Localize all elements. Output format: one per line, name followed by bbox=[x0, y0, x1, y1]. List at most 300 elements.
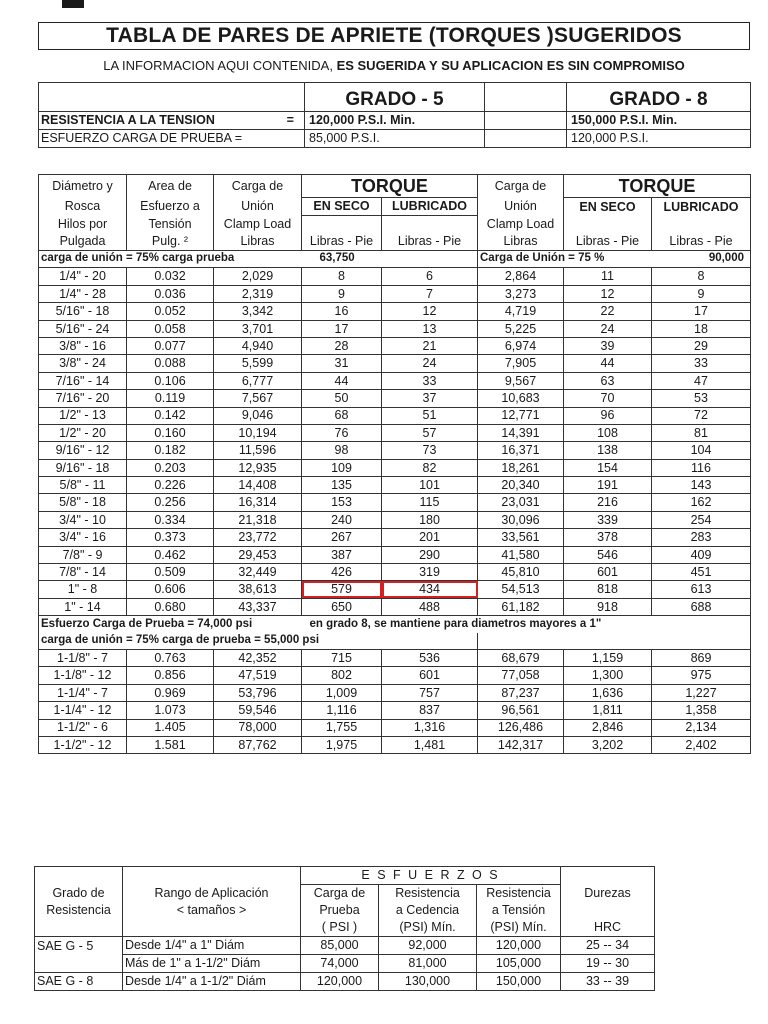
clamp-load-g8-cell: 61,182 bbox=[478, 598, 564, 615]
thread-size-cell: 1-1/2" - 12 bbox=[39, 736, 127, 753]
thread-size-cell: 1-1/4" - 7 bbox=[39, 684, 127, 701]
torque-dry-g8-cell: 918 bbox=[564, 598, 652, 615]
torque-lub-g5-cell: 601 bbox=[382, 667, 478, 684]
proof-grade-8: 120,000 P.S.I. bbox=[567, 130, 751, 148]
stress-area-cell: 0.763 bbox=[127, 649, 214, 666]
subtitle-plain: LA INFORMACION AQUI CONTENIDA, bbox=[103, 58, 337, 73]
torque-lub-g5-cell: 290 bbox=[382, 546, 478, 563]
tension-label: RESISTENCIA A LA TENSION bbox=[39, 112, 277, 130]
torque-lub-g5-cell: 101 bbox=[382, 477, 478, 494]
header-area-line: Pulg. ² bbox=[127, 233, 214, 251]
torque-lub-g8-cell: 33 bbox=[652, 355, 751, 372]
table-row bbox=[35, 955, 655, 973]
torque-dry-g8-cell: 216 bbox=[564, 494, 652, 511]
table-row bbox=[35, 973, 655, 991]
header-lub-g8: LUBRICADO bbox=[652, 198, 751, 216]
section-clamp-value-g5: 63,750 bbox=[302, 251, 478, 268]
stress-header-hardness: Durezas bbox=[561, 885, 655, 903]
stress-header-yield: Resistencia bbox=[379, 885, 477, 903]
header-diameter: Diámetro y bbox=[39, 175, 127, 198]
torque-lub-g5-cell: 536 bbox=[382, 649, 478, 666]
table-row bbox=[39, 736, 751, 753]
clamp-load-g8-cell: 10,683 bbox=[478, 390, 564, 407]
stress-header-tension: Resistencia bbox=[477, 885, 561, 903]
clamp-load-g5-cell: 23,772 bbox=[214, 529, 302, 546]
clamp-load-g5-cell: 43,337 bbox=[214, 598, 302, 615]
clamp-load-g8-cell: 68,679 bbox=[478, 649, 564, 666]
clamp-load-g5-cell: 11,596 bbox=[214, 442, 302, 459]
torque-lub-g5-cell: 51 bbox=[382, 407, 478, 424]
stress-area-cell: 0.606 bbox=[127, 581, 214, 598]
torque-dry-g8-cell: 44 bbox=[564, 355, 652, 372]
blank-cell bbox=[478, 633, 751, 650]
header-lub-g5: LUBRICADO bbox=[382, 198, 478, 216]
grade-cell: SAE G - 8 bbox=[35, 973, 123, 991]
torque-dry-g8-cell: 378 bbox=[564, 529, 652, 546]
thread-size-cell: 5/8" - 11 bbox=[39, 477, 127, 494]
table-row bbox=[39, 684, 751, 701]
torque-dry-g5-cell: 16 bbox=[302, 303, 382, 320]
table-row bbox=[39, 320, 751, 337]
clamp-load-g8-cell: 20,340 bbox=[478, 477, 564, 494]
tension-equals: = bbox=[277, 112, 305, 130]
range-cell: Desde 1/4" a 1-1/2" Diám bbox=[123, 973, 301, 991]
torque-dry-g8-cell: 191 bbox=[564, 477, 652, 494]
yield-cell: 92,000 bbox=[379, 937, 477, 955]
header-units-dry-g5: Libras - Pie bbox=[302, 233, 382, 251]
clamp-load-g5-cell: 59,546 bbox=[214, 702, 302, 719]
stress-area-cell: 0.334 bbox=[127, 511, 214, 528]
header-load-g5-line: Libras bbox=[214, 233, 302, 251]
clamp-load-g5-cell: 3,342 bbox=[214, 303, 302, 320]
torque-lub-g8-cell: 283 bbox=[652, 529, 751, 546]
proof-cell: 120,000 bbox=[301, 973, 379, 991]
clamp-load-g8-cell: 3,273 bbox=[478, 285, 564, 302]
section-clamp-note-g5: carga de unión = 75% carga prueba bbox=[39, 251, 302, 268]
torque-lub-g5-cell: 434 bbox=[382, 581, 478, 598]
stress-area-cell: 0.052 bbox=[127, 303, 214, 320]
torque-lub-g5-cell: 488 bbox=[382, 598, 478, 615]
clamp-load-g5-cell: 6,777 bbox=[214, 372, 302, 389]
table-row bbox=[39, 407, 751, 424]
stress-area-cell: 0.160 bbox=[127, 424, 214, 441]
stress-header-proof-line: ( PSI ) bbox=[301, 919, 379, 937]
torque-dry-g8-cell: 24 bbox=[564, 320, 652, 337]
stress-area-cell: 0.203 bbox=[127, 459, 214, 476]
torque-dry-g5-cell: 802 bbox=[302, 667, 382, 684]
table-row bbox=[39, 494, 751, 511]
grade-cell bbox=[35, 955, 123, 973]
stress-area-cell: 0.969 bbox=[127, 684, 214, 701]
header-load-g5-line: Clamp Load bbox=[214, 216, 302, 234]
stress-area-cell: 0.106 bbox=[127, 372, 214, 389]
stress-header-proof: Carga de bbox=[301, 885, 379, 903]
header-units-lub-g5: Libras - Pie bbox=[382, 233, 478, 251]
torque-dry-g8-cell: 70 bbox=[564, 390, 652, 407]
thread-size-cell: 1/2" - 20 bbox=[39, 424, 127, 441]
torque-dry-g5-cell: 650 bbox=[302, 598, 382, 615]
clamp-load-g5-cell: 10,194 bbox=[214, 424, 302, 441]
stress-area-cell: 0.509 bbox=[127, 564, 214, 581]
grade-header-table bbox=[38, 82, 751, 148]
torque-lub-g5-cell: 21 bbox=[382, 337, 478, 354]
torque-dry-g5-cell: 9 bbox=[302, 285, 382, 302]
clamp-load-g8-cell: 5,225 bbox=[478, 320, 564, 337]
clamp-load-g8-cell: 9,567 bbox=[478, 372, 564, 389]
stress-header-tension-line: a Tensión bbox=[477, 902, 561, 919]
clamp-load-g5-cell: 2,319 bbox=[214, 285, 302, 302]
clamp-load-g5-cell: 12,935 bbox=[214, 459, 302, 476]
clamp-load-g5-cell: 29,453 bbox=[214, 546, 302, 563]
clamp-load-g8-cell: 41,580 bbox=[478, 546, 564, 563]
table-row bbox=[39, 667, 751, 684]
torque-dry-g8-cell: 39 bbox=[564, 337, 652, 354]
torque-dry-g8-cell: 1,159 bbox=[564, 649, 652, 666]
torque-dry-g8-cell: 2,846 bbox=[564, 719, 652, 736]
clamp-load-g8-cell: 30,096 bbox=[478, 511, 564, 528]
table-row bbox=[39, 719, 751, 736]
torque-dry-g8-cell: 11 bbox=[564, 268, 652, 285]
clamp-load-g5-cell: 3,701 bbox=[214, 320, 302, 337]
stress-area-cell: 0.036 bbox=[127, 285, 214, 302]
yield-cell: 81,000 bbox=[379, 955, 477, 973]
clamp-load-g5-cell: 7,567 bbox=[214, 390, 302, 407]
torque-lub-g5-cell: 82 bbox=[382, 459, 478, 476]
grade-5-title: GRADO - 5 bbox=[305, 83, 485, 112]
thread-size-cell: 3/8" - 24 bbox=[39, 355, 127, 372]
header-area-line: Esfuerzo a bbox=[127, 198, 214, 216]
torque-lub-g8-cell: 9 bbox=[652, 285, 751, 302]
header-torque-g8: TORQUE bbox=[564, 175, 751, 198]
corner-mark bbox=[62, 0, 84, 8]
clamp-load-g8-cell: 4,719 bbox=[478, 303, 564, 320]
torque-lub-g8-cell: 975 bbox=[652, 667, 751, 684]
table-row bbox=[39, 442, 751, 459]
table-row bbox=[39, 529, 751, 546]
torque-lub-g5-cell: 7 bbox=[382, 285, 478, 302]
thread-size-cell: 3/4" - 10 bbox=[39, 511, 127, 528]
table-row bbox=[39, 702, 751, 719]
torque-dry-g5-cell: 1,009 bbox=[302, 684, 382, 701]
stress-area-cell: 0.088 bbox=[127, 355, 214, 372]
torque-dry-g8-cell: 1,811 bbox=[564, 702, 652, 719]
table-row bbox=[39, 285, 751, 302]
stress-area-cell: 0.680 bbox=[127, 598, 214, 615]
torque-lub-g8-cell: 688 bbox=[652, 598, 751, 615]
torque-lub-g5-cell: 37 bbox=[382, 390, 478, 407]
thread-size-cell: 9/16" - 12 bbox=[39, 442, 127, 459]
stress-header-hardness-line: HRC bbox=[561, 919, 655, 937]
torque-dry-g8-cell: 3,202 bbox=[564, 736, 652, 753]
table-row bbox=[39, 511, 751, 528]
torque-dry-g5-cell: 135 bbox=[302, 477, 382, 494]
torque-lub-g8-cell: 1,227 bbox=[652, 684, 751, 701]
thread-size-cell: 1/4" - 28 bbox=[39, 285, 127, 302]
torque-lub-g8-cell: 29 bbox=[652, 337, 751, 354]
torque-dry-g5-cell: 715 bbox=[302, 649, 382, 666]
torque-dry-g5-cell: 50 bbox=[302, 390, 382, 407]
thread-size-cell: 1" - 8 bbox=[39, 581, 127, 598]
table-row bbox=[39, 303, 751, 320]
header-dry-g8: EN SECO bbox=[564, 198, 652, 216]
torque-lub-g5-cell: 33 bbox=[382, 372, 478, 389]
clamp-load-g8-cell: 18,261 bbox=[478, 459, 564, 476]
torque-dry-g5-cell: 109 bbox=[302, 459, 382, 476]
torque-dry-g8-cell: 546 bbox=[564, 546, 652, 563]
hardness-cell: 19 -- 30 bbox=[561, 955, 655, 973]
clamp-load-g8-cell: 12,771 bbox=[478, 407, 564, 424]
torque-dry-g8-cell: 818 bbox=[564, 581, 652, 598]
stress-header-grade-line: Resistencia bbox=[35, 902, 123, 919]
thread-size-cell: 1/2" - 13 bbox=[39, 407, 127, 424]
clamp-load-g8-cell: 54,513 bbox=[478, 581, 564, 598]
torque-dry-g8-cell: 601 bbox=[564, 564, 652, 581]
stress-area-cell: 0.462 bbox=[127, 546, 214, 563]
proof-load-label: ESFUERZO CARGA DE PRUEBA = bbox=[39, 130, 305, 148]
thread-size-cell: 1-1/8" - 7 bbox=[39, 649, 127, 666]
tension-cell: 105,000 bbox=[477, 955, 561, 973]
stress-header-range: Rango de Aplicación bbox=[123, 885, 301, 903]
header-diameter-line: Pulgada bbox=[39, 233, 127, 251]
stress-area-cell: 0.058 bbox=[127, 320, 214, 337]
torque-lub-g5-cell: 115 bbox=[382, 494, 478, 511]
thread-size-cell: 1-1/4" - 12 bbox=[39, 702, 127, 719]
torque-dry-g8-cell: 96 bbox=[564, 407, 652, 424]
proof-grade-5: 85,000 P.S.I. bbox=[305, 130, 485, 148]
torque-lub-g8-cell: 162 bbox=[652, 494, 751, 511]
tension-grade-5: 120,000 P.S.I. Min. bbox=[305, 112, 485, 130]
clamp-load-g8-cell: 87,237 bbox=[478, 684, 564, 701]
stress-area-cell: 0.077 bbox=[127, 337, 214, 354]
torque-dry-g5-cell: 76 bbox=[302, 424, 382, 441]
clamp-load-g8-cell: 16,371 bbox=[478, 442, 564, 459]
clamp-load-g8-cell: 23,031 bbox=[478, 494, 564, 511]
hardness-cell: 25 -- 34 bbox=[561, 937, 655, 955]
clamp-load-g5-cell: 53,796 bbox=[214, 684, 302, 701]
torque-lub-g5-cell: 12 bbox=[382, 303, 478, 320]
torque-dry-g8-cell: 108 bbox=[564, 424, 652, 441]
header-load-g8-line: Unión bbox=[478, 198, 564, 216]
torque-lub-g8-cell: 2,134 bbox=[652, 719, 751, 736]
stress-area-cell: 0.182 bbox=[127, 442, 214, 459]
torque-dry-g8-cell: 63 bbox=[564, 372, 652, 389]
tension-cell: 120,000 bbox=[477, 937, 561, 955]
thread-size-cell: 1/4" - 20 bbox=[39, 268, 127, 285]
torque-dry-g8-cell: 339 bbox=[564, 511, 652, 528]
torque-dry-g5-cell: 1,116 bbox=[302, 702, 382, 719]
torque-dry-g5-cell: 267 bbox=[302, 529, 382, 546]
torque-lub-g5-cell: 6 bbox=[382, 268, 478, 285]
clamp-load-g5-cell: 32,449 bbox=[214, 564, 302, 581]
torque-lub-g8-cell: 613 bbox=[652, 581, 751, 598]
stress-area-cell: 1.581 bbox=[127, 736, 214, 753]
clamp-load-g5-cell: 42,352 bbox=[214, 649, 302, 666]
clamp-load-g5-cell: 21,318 bbox=[214, 511, 302, 528]
thread-size-cell: 7/16" - 20 bbox=[39, 390, 127, 407]
torque-dry-g5-cell: 31 bbox=[302, 355, 382, 372]
torque-dry-g8-cell: 22 bbox=[564, 303, 652, 320]
thread-size-cell: 1-1/2" - 6 bbox=[39, 719, 127, 736]
table-row bbox=[39, 268, 751, 285]
thread-size-cell: 7/16" - 14 bbox=[39, 372, 127, 389]
stress-area-cell: 0.226 bbox=[127, 477, 214, 494]
table-row bbox=[39, 390, 751, 407]
range-cell: Desde 1/4" a 1" Diám bbox=[123, 937, 301, 955]
torque-lub-g8-cell: 17 bbox=[652, 303, 751, 320]
clamp-load-g8-cell: 7,905 bbox=[478, 355, 564, 372]
thread-size-cell: 1" - 14 bbox=[39, 598, 127, 615]
stress-area-cell: 0.142 bbox=[127, 407, 214, 424]
torque-lub-g8-cell: 47 bbox=[652, 372, 751, 389]
proof-cell: 74,000 bbox=[301, 955, 379, 973]
clamp-load-g8-cell: 14,391 bbox=[478, 424, 564, 441]
torque-dry-g5-cell: 98 bbox=[302, 442, 382, 459]
header-load-g5: Carga de bbox=[214, 175, 302, 198]
torque-lub-g8-cell: 451 bbox=[652, 564, 751, 581]
header-load-g8-line: Libras bbox=[478, 233, 564, 251]
note-row bbox=[39, 633, 751, 650]
table-row bbox=[35, 937, 655, 955]
stress-area-cell: 0.373 bbox=[127, 529, 214, 546]
header-units-dry-g8: Libras - Pie bbox=[564, 233, 652, 251]
clamp-load-g8-cell: 2,864 bbox=[478, 268, 564, 285]
thread-size-cell: 5/16" - 18 bbox=[39, 303, 127, 320]
stress-table bbox=[34, 866, 655, 991]
header-area: Area de bbox=[127, 175, 214, 198]
torque-lub-g5-cell: 73 bbox=[382, 442, 478, 459]
torque-lub-g8-cell: 72 bbox=[652, 407, 751, 424]
torque-lub-g5-cell: 13 bbox=[382, 320, 478, 337]
subtitle bbox=[38, 58, 750, 73]
thread-size-cell: 3/8" - 16 bbox=[39, 337, 127, 354]
torque-dry-g8-cell: 138 bbox=[564, 442, 652, 459]
table-row bbox=[39, 355, 751, 372]
torque-dry-g8-cell: 12 bbox=[564, 285, 652, 302]
header-load-g8-line: Clamp Load bbox=[478, 216, 564, 234]
torque-table bbox=[38, 174, 751, 754]
torque-lub-g8-cell: 254 bbox=[652, 511, 751, 528]
header-dry-g5: EN SECO bbox=[302, 198, 382, 216]
header-load-g8: Carga de bbox=[478, 175, 564, 198]
torque-lub-g5-cell: 757 bbox=[382, 684, 478, 701]
table-row bbox=[39, 546, 751, 563]
clamp-load-g5-cell: 14,408 bbox=[214, 477, 302, 494]
note-row bbox=[39, 616, 751, 633]
thread-size-cell: 5/16" - 24 bbox=[39, 320, 127, 337]
stress-header-proof-line: Prueba bbox=[301, 902, 379, 919]
torque-dry-g5-cell: 1,975 bbox=[302, 736, 382, 753]
thread-size-cell: 7/8" - 14 bbox=[39, 564, 127, 581]
header-units-lub-g8: Libras - Pie bbox=[652, 233, 751, 251]
range-cell: Más de 1" a 1-1/2" Diám bbox=[123, 955, 301, 973]
section-clamp-value-g8: 90,000 bbox=[652, 251, 751, 268]
stress-area-cell: 0.119 bbox=[127, 390, 214, 407]
thread-size-cell: 1-1/8" - 12 bbox=[39, 667, 127, 684]
torque-lub-g8-cell: 1,358 bbox=[652, 702, 751, 719]
clamp-load-g8-cell: 142,317 bbox=[478, 736, 564, 753]
torque-dry-g5-cell: 8 bbox=[302, 268, 382, 285]
torque-lub-g5-cell: 201 bbox=[382, 529, 478, 546]
torque-dry-g5-cell: 153 bbox=[302, 494, 382, 511]
torque-dry-g5-cell: 28 bbox=[302, 337, 382, 354]
stress-header-grade: Grado de bbox=[35, 885, 123, 903]
torque-lub-g8-cell: 18 bbox=[652, 320, 751, 337]
torque-lub-g8-cell: 53 bbox=[652, 390, 751, 407]
tension-cell: 150,000 bbox=[477, 973, 561, 991]
stress-area-cell: 0.032 bbox=[127, 268, 214, 285]
torque-dry-g5-cell: 579 bbox=[302, 581, 382, 598]
torque-dry-g5-cell: 1,755 bbox=[302, 719, 382, 736]
torque-dry-g5-cell: 44 bbox=[302, 372, 382, 389]
torque-lub-g5-cell: 24 bbox=[382, 355, 478, 372]
thread-size-cell: 9/16" - 18 bbox=[39, 459, 127, 476]
stress-header-range-line: < tamaños > bbox=[123, 902, 301, 919]
table-row bbox=[39, 337, 751, 354]
clamp-load-g5-cell: 2,029 bbox=[214, 268, 302, 285]
table-row bbox=[39, 564, 751, 581]
proof-cell: 85,000 bbox=[301, 937, 379, 955]
torque-dry-g5-cell: 387 bbox=[302, 546, 382, 563]
header-diameter-line: Rosca bbox=[39, 198, 127, 216]
torque-dry-g8-cell: 1,636 bbox=[564, 684, 652, 701]
grade-cell: SAE G - 5 bbox=[35, 937, 123, 955]
torque-lub-g8-cell: 81 bbox=[652, 424, 751, 441]
table-row bbox=[39, 598, 751, 615]
header-load-g5-line: Unión bbox=[214, 198, 302, 216]
clamp-load-g8-cell: 126,486 bbox=[478, 719, 564, 736]
grade-8-note: en grado 8, se mantiene para diametros mayores a 1" bbox=[302, 616, 751, 633]
torque-lub-g8-cell: 869 bbox=[652, 649, 751, 666]
header-torque-g5: TORQUE bbox=[302, 175, 478, 198]
torque-lub-g8-cell: 143 bbox=[652, 477, 751, 494]
document-title: TABLA DE PARES DE APRIETE (TORQUES )SUGERIDOS bbox=[38, 22, 750, 50]
torque-dry-g5-cell: 240 bbox=[302, 511, 382, 528]
grade-8-title: GRADO - 8 bbox=[567, 83, 751, 112]
stress-group-title: E S F U E R Z O S bbox=[301, 867, 561, 885]
thread-size-cell: 7/8" - 9 bbox=[39, 546, 127, 563]
clamp-load-g5-cell: 47,519 bbox=[214, 667, 302, 684]
table-row bbox=[39, 372, 751, 389]
clamp-load-g5-cell: 38,613 bbox=[214, 581, 302, 598]
clamp-load-g5-cell: 9,046 bbox=[214, 407, 302, 424]
clamp-load-g8-cell: 45,810 bbox=[478, 564, 564, 581]
torque-lub-g8-cell: 116 bbox=[652, 459, 751, 476]
stress-header-yield-line: (PSI) Mín. bbox=[379, 919, 477, 937]
subtitle-bold: ES SUGERIDA Y SU APLICACION ES SIN COMPROMISO bbox=[336, 58, 685, 73]
torque-lub-g8-cell: 8 bbox=[652, 268, 751, 285]
torque-dry-g5-cell: 17 bbox=[302, 320, 382, 337]
stress-area-cell: 1.405 bbox=[127, 719, 214, 736]
stress-area-cell: 0.856 bbox=[127, 667, 214, 684]
torque-dry-g8-cell: 1,300 bbox=[564, 667, 652, 684]
hardness-cell: 33 -- 39 bbox=[561, 973, 655, 991]
tension-grade-8: 150,000 P.S.I. Min. bbox=[567, 112, 751, 130]
header-diameter-line: Hilos por bbox=[39, 216, 127, 234]
stress-area-cell: 0.256 bbox=[127, 494, 214, 511]
clamp-load-g5-cell: 78,000 bbox=[214, 719, 302, 736]
torque-dry-g5-cell: 426 bbox=[302, 564, 382, 581]
yield-cell: 130,000 bbox=[379, 973, 477, 991]
stress-header-yield-line: a Cedencia bbox=[379, 902, 477, 919]
torque-lub-g5-cell: 57 bbox=[382, 424, 478, 441]
clamp-load-g8-cell: 33,561 bbox=[478, 529, 564, 546]
clamp-load-g5-cell: 16,314 bbox=[214, 494, 302, 511]
torque-lub-g5-cell: 1,481 bbox=[382, 736, 478, 753]
clamp-load-g8-cell: 6,974 bbox=[478, 337, 564, 354]
clamp-load-g5-cell: 87,762 bbox=[214, 736, 302, 753]
section-clamp-note-g8: Carga de Unión = 75 % bbox=[478, 251, 652, 268]
table-row bbox=[39, 581, 751, 598]
